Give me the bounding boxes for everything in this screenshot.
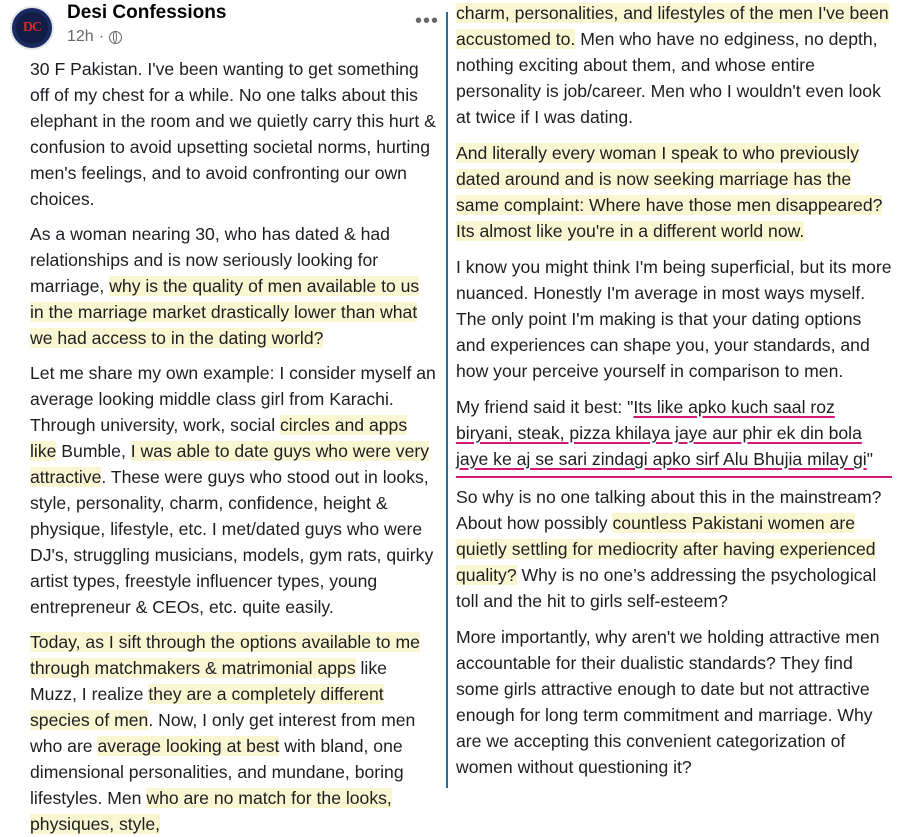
dot-separator-icon: · [98,28,105,45]
post-timestamp[interactable]: 12h [67,28,94,45]
highlighted-text: circles and apps like [30,415,408,461]
highlighted-text: literally every woman I speak to who previously dated around and is now seeking marriage has the same complaint: Where have those men disappeared? Its almost like you're in a different world now. [456,143,883,241]
text-span: My friend said it best: " [456,397,634,417]
post-paragraph [456,484,892,614]
post-header [22,0,439,56]
underlined-quote: Its like apko kuch saal roz biryani, steak, pizza khilaya jaye aur phir ek din bola jaye ke aj se sari zindagi apko sirf Alu Bhujia milay gi [456,397,867,469]
avatar-text: DC [22,20,42,35]
highlighted-text: countless Pakistani women are quietly settling for mediocrity after having experienced quality? [456,513,876,585]
post-paragraph: More importantly, why aren't we holding attractive men accountable for their dualistic standards? They find some girls attractive enough to date but not attractive enough for long term commitment and marriage. Why are we accepting this convenient categorization of women without questioning it? [456,627,880,777]
more-options-icon[interactable]: ••• [414,10,439,32]
page-logo-icon [16,12,48,44]
highlighted-text: And [456,143,493,163]
page-name-link[interactable]: Desi Confessions [67,2,227,23]
post-meta [67,28,122,46]
avatar[interactable] [10,6,54,50]
post-paragraph [456,394,892,478]
post-left-column [0,0,447,834]
text-span: As a woman nearing 30, who has dated & had relationships and is now seriously looking for marriage, [30,224,390,296]
highlighted-text: charm, personalities, and lifestyles of the men I've been accustomed to. [456,3,889,49]
highlighted-text: who are no match for the looks, physiques, style, [30,788,392,834]
text-span: Men who have no edginess, no depth, nothing exciting about them, and whose entire personality is job/career. Men who I wouldn't even look at twice if I was dating. [456,29,881,127]
post-paragraph [30,360,437,620]
post-paragraph: I know you might think I'm being superficial, but its more nuanced. Honestly I'm average in most ways myself. The only point I'm making is that your dating options and experiences can shape you, your standards, and how your perceive yourself in comparison to men. [456,257,892,381]
text-span: . Now, I only get interest from men who are [30,710,416,756]
post-paragraph [456,140,892,244]
text-span: Bumble, [56,441,131,461]
highlighted-text: average looking at best [97,736,280,756]
globe-public-icon [109,31,122,44]
text-span: like Muzz, I realize [30,658,387,704]
post-paragraph [30,221,437,351]
text-span: Let me share my own example: I consider myself an average looking middle class girl from Karachi. Through university, work, social [30,363,436,435]
text-span: Why is no one’s addressing the psychological toll and the hit to girls self-esteem? [456,565,877,611]
text-span: . These were guys who stood out in looks, style, personality, charm, confidence, height & physique, lifestyle, etc. I met/dated guys who were DJ's, struggling musicians, models, gym rats, quirky artist types, freestyle influencer types, young entrepreneur & CEOs, etc. quite easily. [30,467,434,617]
text-span: " [866,449,873,469]
highlighted-text: why is the quality of men available to us in the marriage market drastically lower than what we had access to in the dating world? [30,276,420,348]
text-span: with bland, one dimensional personalities, and mundane, boring lifestyles. Men [30,736,404,808]
highlighted-text: they are a completely different species of men [30,684,384,730]
post-paragraph: 30 F Pakistan. I've been wanting to get something off of my chest for a while. No one talks about this elephant in the room and we quietly carry this hurt & confusion to avoid upsetting societal norms, hurting men's feelings, and to avoid confronting our own choices. [30,59,436,209]
highlighted-text: Today, as I sift through the options available to me through matchmakers & matrimonial apps [30,632,420,678]
post-paragraph [30,629,437,837]
text-span: So why is no one talking about this in the mainstream? About how possibly [456,487,882,533]
post-right-column [449,0,900,788]
post-paragraph [456,0,892,130]
highlighted-text: I was able to date guys who were very attractive [30,441,430,487]
